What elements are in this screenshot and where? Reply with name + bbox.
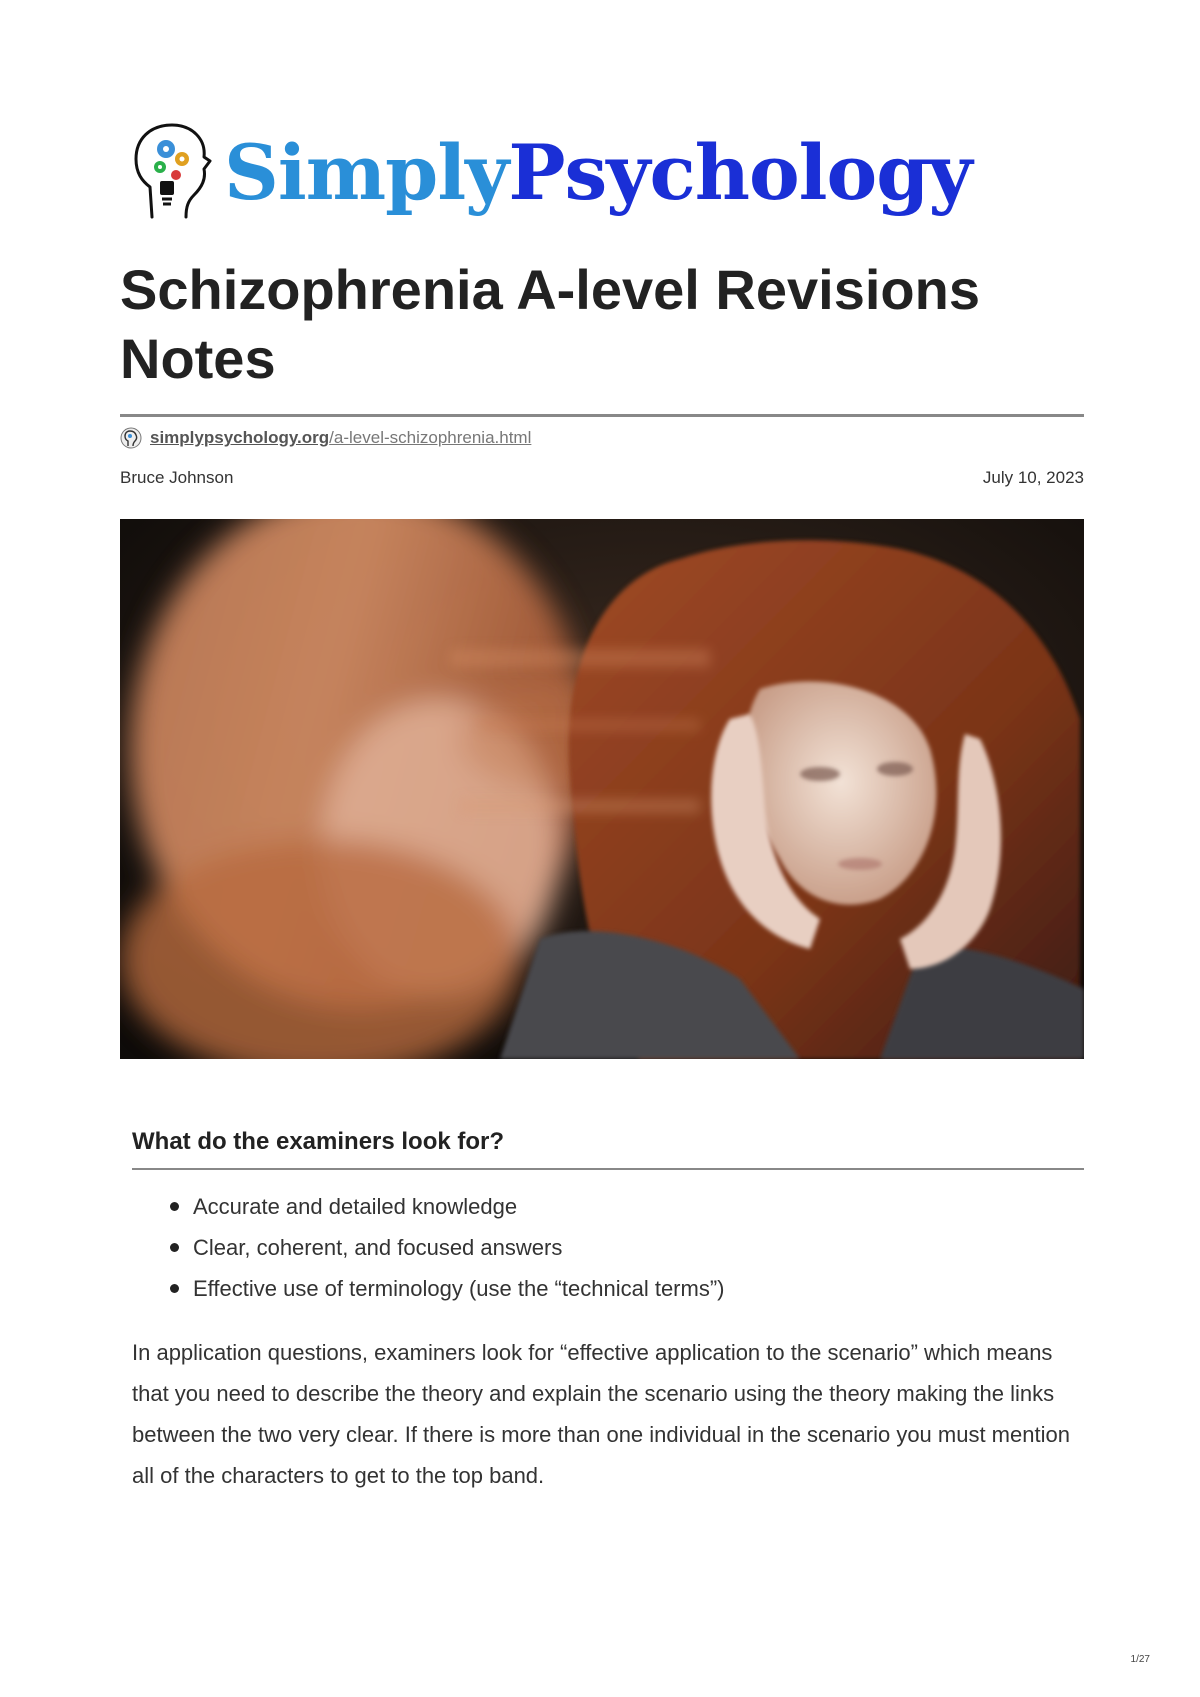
source-link[interactable] [120,426,531,450]
page-title: Schizophrenia A-level Revisions Notes [120,258,980,390]
hero-photo-illustration [120,519,1084,1059]
page-number: 1/27 [1130,1654,1150,1665]
title-divider [120,414,1084,417]
site-favicon-icon [120,427,142,449]
logo-word-psychology: Psychology [508,128,972,217]
list-item [170,1186,724,1227]
site-logo[interactable] [128,118,1078,228]
body-paragraph: In application questions, examiners look for “effective application to the scenario” which means that you need to describe the theory and explain the scenario using the theory making the links between the two very clear. If there is more than one individual in the scenario you must mention all of the characters to get to the top band. [132,1340,1070,1488]
author-name: Bruce Johnson [120,468,234,487]
list-item-text: Effective use of terminology (use the “technical terms”) [193,1276,725,1301]
bullet-dot-icon [170,1202,179,1211]
list-item [170,1227,724,1268]
logo-word-simply: Simply [224,128,509,217]
list-item [170,1268,724,1309]
list-item-text: Accurate and detailed knowledge [193,1194,518,1219]
publish-date: July 10, 2023 [982,468,1084,487]
bullet-list [170,1186,724,1309]
list-item-text: Clear, coherent, and focused answers [193,1235,563,1260]
bullet-dot-icon [170,1243,179,1252]
section-divider [132,1168,1084,1170]
hero-image [120,519,1084,1059]
head-with-gears-icon [128,121,218,225]
bullet-dot-icon [170,1284,179,1293]
source-path[interactable]: /a-level-schizophrenia.html [329,428,532,447]
logo-wordmark [224,128,972,217]
source-domain[interactable]: simplypsychology.org [150,428,330,447]
section-heading: What do the examiners look for? [132,1128,505,1155]
